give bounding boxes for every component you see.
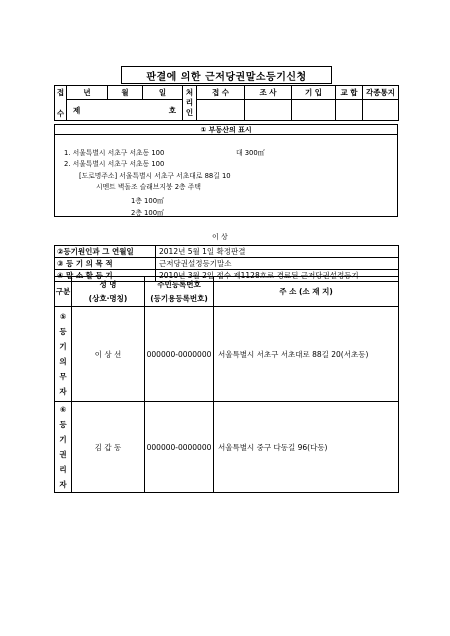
holder-label: ⑥ 등 기 권 리 자	[55, 402, 72, 493]
col-gubun: 구분	[55, 277, 72, 307]
property-floor-2: 2층 100㎡	[131, 209, 164, 217]
cell-receipt	[197, 100, 245, 121]
cell-entry	[292, 100, 336, 121]
col-name: 성 명 (상호·명칭)	[72, 277, 145, 307]
receipt-side-label: 접 수	[55, 86, 67, 121]
cancel-value: 2010년 3월 2일 접수 제1128호로 경료된 근저당권설정등기	[156, 270, 399, 282]
obligor-name: 이 상 선	[72, 307, 145, 402]
receipt-table	[54, 85, 399, 121]
cause-label: ②등기원인과 그 연월일	[55, 246, 156, 258]
col-review: 조 사	[245, 86, 292, 100]
holder-address: 서울특별시 중구 다동길 96(다동)	[214, 402, 399, 493]
holder-name: 김 갑 동	[72, 402, 145, 493]
purpose-label: ③ 등 기 의 목 적	[55, 258, 156, 270]
property-structure: 시멘트 벽돌조 슬래브지붕 2층 주택	[96, 183, 201, 191]
receipt-year-label: 년	[67, 86, 108, 100]
receipt-number: 제 호	[67, 100, 183, 121]
holder-id: 000000-0000000	[145, 402, 214, 493]
document-title: 판결에 의한 근저당권말소등기신청	[121, 66, 332, 84]
obligor-id: 000000-0000000	[145, 307, 214, 402]
col-receipt: 접 수	[197, 86, 245, 100]
property-road-address: [도로명주소] 서울특별시 서초구 서초대로 88길 10	[79, 172, 231, 180]
processing-label: 처 리 인	[183, 86, 197, 121]
parties-table	[54, 276, 399, 493]
purpose-value: 근저당권설정등기말소	[156, 258, 399, 270]
cell-notice	[363, 100, 399, 121]
col-entry: 기 입	[292, 86, 336, 100]
col-check: 교 합	[336, 86, 363, 100]
property-line-2: 2. 서울특별시 서초구 서초동 100	[64, 160, 165, 168]
property-header: ① 부동산의 표시	[54, 124, 398, 135]
property-line-1-area: 대 300㎡	[236, 149, 265, 157]
property-closing: 이 상	[212, 233, 228, 241]
col-address: 주 소 (소 재 지)	[214, 277, 399, 307]
cell-check	[336, 100, 363, 121]
col-id: 주민등록번호 (등기용등록번호)	[145, 277, 214, 307]
col-notice: 각종통지	[363, 86, 399, 100]
cancel-label: ④ 말 소 할 등 기	[55, 270, 156, 282]
cell-review	[245, 100, 292, 121]
obligor-label: ⑤ 등 기 의 무 자	[55, 307, 72, 402]
cause-value: 2012년 5월 1일 확정판결	[156, 246, 399, 258]
property-floor-1: 1층 100㎡	[131, 197, 164, 205]
receipt-day-label: 일	[143, 86, 183, 100]
property-line-1: 1. 서울특별시 서초구 서초동 100	[64, 149, 165, 157]
receipt-month-label: 월	[108, 86, 143, 100]
obligor-address: 서울특별시 서초구 서초대로 88길 20(서초동)	[214, 307, 399, 402]
